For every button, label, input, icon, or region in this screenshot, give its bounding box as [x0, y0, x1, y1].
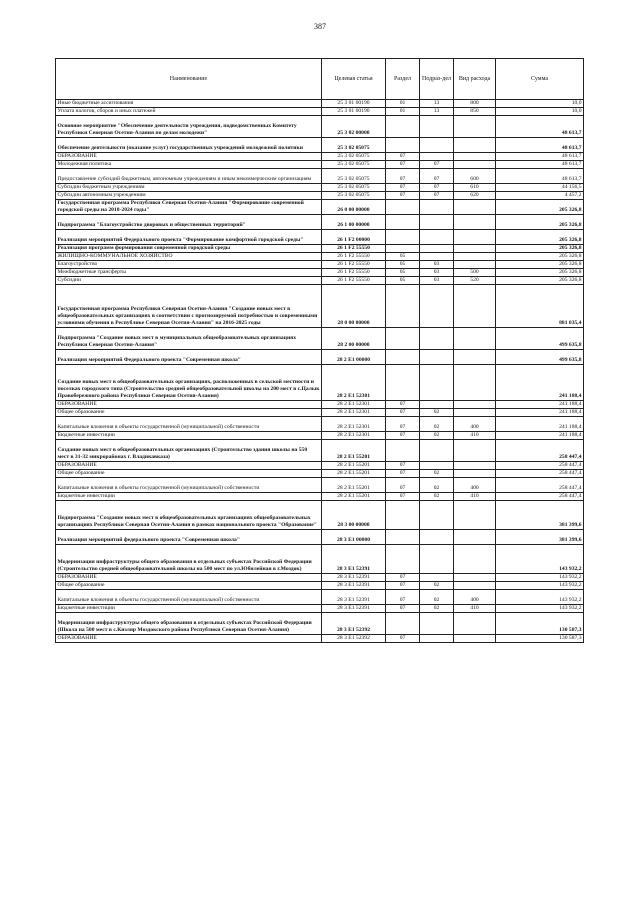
table-row	[56, 613, 584, 635]
table-row	[56, 192, 584, 200]
cell-name: Общее образование	[56, 470, 322, 478]
cell-name: Субсидии автономным учреждениям	[56, 192, 322, 200]
cell-target-article: 25 3 01 00190	[322, 108, 386, 116]
table-row	[56, 277, 584, 285]
cell-sum: 48 613,7	[496, 116, 584, 138]
cell-subsection	[420, 230, 454, 245]
cell-expense-type	[454, 530, 496, 545]
cell-sum: 241 188,4	[496, 409, 584, 417]
cell-section: 05	[386, 253, 420, 261]
cell-sum: 4 457,2	[496, 192, 584, 200]
cell-name: Иные бюджетные ассигнования	[56, 100, 322, 108]
cell-section	[386, 530, 420, 545]
cell-section	[386, 215, 420, 230]
cell-name: Основное мероприятие "Обеспечение деятельности учреждения, подведомственных Комитету Республики Северная Осетия-Алания по делам молодежи"	[56, 116, 322, 138]
cell-expense-type: 410	[454, 605, 496, 613]
cell-target-article: 28 2 E1 52301	[322, 417, 386, 432]
cell-subsection	[420, 440, 454, 462]
table-row	[56, 253, 584, 261]
cell-section: 07	[386, 574, 420, 582]
cell-subsection: 13	[420, 108, 454, 116]
cell-target-article: 28 2 E1 52301	[322, 432, 386, 440]
table-row	[56, 501, 584, 530]
table-row	[56, 635, 584, 643]
cell-section: 05	[386, 261, 420, 269]
cell-subsection	[420, 138, 454, 153]
cell-expense-type	[454, 116, 496, 138]
cell-subsection: 03	[420, 261, 454, 269]
cell-name: Государственная программа Республики Северная Осетия-Алания "Создание новых мест в общеобразовательных организациях в соответствии с прогнозируемой потребностью и современными условиями обучения в Республике Северная Осетия-Алания" на 2016-2025 годы	[56, 285, 322, 328]
cell-sum: 143 932,2	[496, 590, 584, 605]
cell-name: Капитальные вложения в объекты государственной (муниципальной) собственности	[56, 478, 322, 493]
table-row	[56, 365, 584, 401]
cell-sum: 381 399,6	[496, 501, 584, 530]
cell-subsection: 02	[420, 493, 454, 501]
cell-section: 07	[386, 161, 420, 169]
cell-subsection: 07	[420, 184, 454, 192]
cell-sum: 241 188,4	[496, 432, 584, 440]
table-row	[56, 138, 584, 153]
cell-expense-type	[454, 350, 496, 365]
cell-target-article: 25 3 02 05075	[322, 153, 386, 161]
table-row	[56, 432, 584, 440]
budget-table-body	[56, 100, 584, 643]
cell-sum: 130 587,3	[496, 613, 584, 635]
cell-expense-type: 600	[454, 169, 496, 184]
cell-target-article: 26 1 F2 55550	[322, 261, 386, 269]
cell-expense-type: 500	[454, 269, 496, 277]
cell-name: ОБРАЗОВАНИЕ	[56, 574, 322, 582]
cell-sum: 44 156,5	[496, 184, 584, 192]
cell-section: 01	[386, 108, 420, 116]
cell-section: 07	[386, 169, 420, 184]
cell-name: Реализация мероприятий Федерального проекта "Формирование комфортной городской среды"	[56, 230, 322, 245]
cell-section: 07	[386, 493, 420, 501]
cell-expense-type	[454, 161, 496, 169]
cell-sum: 258 447,4	[496, 440, 584, 462]
cell-subsection: 02	[420, 432, 454, 440]
cell-sum: 130 587,3	[496, 635, 584, 643]
cell-section	[386, 285, 420, 328]
cell-target-article: 28 2 E1 55201	[322, 478, 386, 493]
cell-name: Капитальные вложения в объекты государственной (муниципальной) собственности	[56, 417, 322, 432]
cell-target-article: 28 2 E1 00000	[322, 350, 386, 365]
cell-expense-type: 400	[454, 417, 496, 432]
cell-expense-type: 400	[454, 590, 496, 605]
cell-expense-type	[454, 153, 496, 161]
cell-sum: 10,0	[496, 108, 584, 116]
cell-section: 07	[386, 432, 420, 440]
cell-sum: 48 613,7	[496, 169, 584, 184]
header-sum: Сумма	[496, 59, 584, 100]
cell-name: Реализация мероприятий федерального проекта "Современная школа"	[56, 530, 322, 545]
cell-expense-type	[454, 365, 496, 401]
table-row	[56, 245, 584, 253]
header-target-article: Целевая статья	[322, 59, 386, 100]
cell-section: 07	[386, 153, 420, 161]
cell-target-article: 28 2 E1 52301	[322, 401, 386, 409]
cell-target-article: 26 1 00 00000	[322, 215, 386, 230]
cell-expense-type: 400	[454, 478, 496, 493]
cell-target-article: 26 1 F2 55550	[322, 269, 386, 277]
cell-sum: 143 932,2	[496, 545, 584, 574]
cell-expense-type: 800	[454, 100, 496, 108]
table-row	[56, 530, 584, 545]
cell-name: Модернизация инфраструктуры общего образования в отдельных субъектах Российской Федерации (Строительство средней общеобразовательной школы на 500 мест по ул.Юбилейная в г.Моздок)	[56, 545, 322, 574]
table-row	[56, 478, 584, 493]
cell-expense-type	[454, 470, 496, 478]
cell-subsection	[420, 253, 454, 261]
cell-section: 07	[386, 401, 420, 409]
table-row	[56, 574, 584, 582]
table-row	[56, 153, 584, 161]
cell-section	[386, 138, 420, 153]
cell-sum: 205 326,8	[496, 261, 584, 269]
table-row	[56, 493, 584, 501]
cell-sum: 48 613,7	[496, 153, 584, 161]
cell-expense-type: 410	[454, 432, 496, 440]
cell-name: Молодежная политика	[56, 161, 322, 169]
table-row	[56, 582, 584, 590]
cell-sum: 205 326,8	[496, 200, 584, 215]
cell-target-article: 28 3 E1 52391	[322, 574, 386, 582]
cell-section: 07	[386, 417, 420, 432]
cell-section: 05	[386, 269, 420, 277]
cell-name: ОБРАЗОВАНИЕ	[56, 401, 322, 409]
cell-target-article: 25 3 02 05075	[322, 184, 386, 192]
cell-subsection: 13	[420, 100, 454, 108]
cell-expense-type	[454, 409, 496, 417]
cell-target-article: 26 1 F2 55550	[322, 253, 386, 261]
table-row	[56, 200, 584, 215]
table-row	[56, 285, 584, 328]
cell-subsection: 07	[420, 192, 454, 200]
cell-target-article: 26 0 00 00000	[322, 200, 386, 215]
cell-name: Субсидии	[56, 277, 322, 285]
cell-target-article: 28 2 E1 55201	[322, 493, 386, 501]
cell-expense-type: 520	[454, 277, 496, 285]
cell-section	[386, 365, 420, 401]
header-expense-type: Вид расхода	[454, 59, 496, 100]
cell-target-article: 26 1 F2 55550	[322, 245, 386, 253]
cell-subsection: 02	[420, 417, 454, 432]
cell-target-article: 28 3 00 00000	[322, 501, 386, 530]
cell-target-article: 25 3 02 05075	[322, 169, 386, 184]
cell-name: Капитальные вложения в объекты государственной (муниципальной) собственности	[56, 590, 322, 605]
cell-name: Подпрограмма "Создание новых мест в муниципальных общеобразовательных организациях Республики Северная Осетия-Алания"	[56, 328, 322, 350]
cell-target-article: 28 3 E1 52391	[322, 582, 386, 590]
cell-expense-type	[454, 328, 496, 350]
cell-target-article: 28 3 E1 52391	[322, 590, 386, 605]
cell-section: 07	[386, 184, 420, 192]
page-number: 387	[314, 22, 326, 31]
cell-name: Межбюджетные трансферты	[56, 269, 322, 277]
cell-sum: 205 326,8	[496, 245, 584, 253]
cell-name: Модернизация инфраструктуры общего образования в отдельных субъектах Российской Федерации (Школа на 500 мест в с.Кизляр Моздокского района Республики Северная Осетия-Алания)	[56, 613, 322, 635]
cell-expense-type	[454, 635, 496, 643]
cell-sum: 258 447,4	[496, 462, 584, 470]
cell-name: Субсидии бюджетным учреждениям	[56, 184, 322, 192]
cell-target-article: 25 3 02 05075	[322, 138, 386, 153]
cell-subsection: 07	[420, 169, 454, 184]
cell-name: Общее образование	[56, 582, 322, 590]
cell-expense-type	[454, 501, 496, 530]
cell-section	[386, 328, 420, 350]
cell-sum: 499 635,8	[496, 350, 584, 365]
cell-target-article: 28 2 00 00000	[322, 328, 386, 350]
cell-subsection	[420, 545, 454, 574]
cell-name: Уплата налогов, сборов и иных платежей	[56, 108, 322, 116]
table-row	[56, 605, 584, 613]
cell-sum: 258 447,4	[496, 470, 584, 478]
cell-subsection: 03	[420, 277, 454, 285]
cell-subsection: 02	[420, 590, 454, 605]
cell-target-article: 28 3 E1 52391	[322, 545, 386, 574]
cell-section: 07	[386, 582, 420, 590]
cell-subsection: 03	[420, 269, 454, 277]
cell-name: Общее образование	[56, 409, 322, 417]
cell-section	[386, 501, 420, 530]
cell-section: 07	[386, 470, 420, 478]
cell-sum: 881 035,4	[496, 285, 584, 328]
cell-section	[386, 200, 420, 215]
cell-name: Создание новых мест в общеобразовательных организациях, расположенных в сельской местности и поселках городского типа (Строительство средней общеобразовательной школы на 200 мест в с.Цалык Правобережного района Республики Северная Осетия-Алания)	[56, 365, 322, 401]
table-row	[56, 328, 584, 350]
cell-sum: 241 188,4	[496, 401, 584, 409]
cell-subsection: 02	[420, 478, 454, 493]
cell-expense-type	[454, 261, 496, 269]
table-header-row	[56, 59, 584, 100]
cell-subsection	[420, 462, 454, 470]
cell-target-article: 28 2 E1 55201	[322, 462, 386, 470]
cell-name: Бюджетные инвестиции	[56, 605, 322, 613]
cell-name: ЖИЛИЩНО-КОММУНАЛЬНОЕ ХОЗЯЙСТВО	[56, 253, 322, 261]
cell-subsection	[420, 350, 454, 365]
cell-target-article: 26 1 F2 55550	[322, 277, 386, 285]
cell-name: Создание новых мест в общеобразовательных организациях (Строительство здания школы на 550 мест в 31-32 микрорайонах г. Владикавказа)	[56, 440, 322, 462]
cell-name: Бюджетные инвестиции	[56, 493, 322, 501]
cell-sum: 258 447,4	[496, 493, 584, 501]
cell-subsection	[420, 501, 454, 530]
cell-expense-type	[454, 613, 496, 635]
cell-name: Благоустройство	[56, 261, 322, 269]
cell-sum: 10,0	[496, 100, 584, 108]
table-row	[56, 440, 584, 462]
cell-sum: 205 326,8	[496, 230, 584, 245]
cell-sum: 258 447,4	[496, 478, 584, 493]
cell-name: Подпрограмма "Создание новых мест в общеобразовательных организациях общеобразовательных организациях Республики Северная Осетия-Алания в рамках национального проекта "Образование"	[56, 501, 322, 530]
cell-expense-type	[454, 401, 496, 409]
cell-target-article: 25 3 01 00190	[322, 100, 386, 108]
cell-target-article: 28 2 E1 55201	[322, 470, 386, 478]
cell-sum: 381 399,6	[496, 530, 584, 545]
cell-subsection	[420, 530, 454, 545]
header-section: Раздел	[386, 59, 420, 100]
cell-subsection	[420, 153, 454, 161]
cell-subsection: 02	[420, 470, 454, 478]
cell-expense-type	[454, 545, 496, 574]
cell-name: Предоставление субсидий бюджетным, автономным учреждениям и иным некоммерческим организациям	[56, 169, 322, 184]
cell-subsection	[420, 215, 454, 230]
cell-subsection: 07	[420, 161, 454, 169]
cell-target-article: 28 3 E1 52392	[322, 635, 386, 643]
table-row	[56, 230, 584, 245]
cell-expense-type	[454, 215, 496, 230]
table-row	[56, 462, 584, 470]
cell-section	[386, 245, 420, 253]
cell-subsection: 02	[420, 409, 454, 417]
cell-section	[386, 230, 420, 245]
cell-expense-type	[454, 582, 496, 590]
table-row	[56, 215, 584, 230]
cell-sum: 143 932,2	[496, 582, 584, 590]
cell-expense-type	[454, 230, 496, 245]
cell-sum: 205 326,8	[496, 277, 584, 285]
header-subsection: Подраз-дел	[420, 59, 454, 100]
table-row	[56, 545, 584, 574]
cell-target-article: 28 0 00 00000	[322, 285, 386, 328]
table-row	[56, 470, 584, 478]
cell-expense-type	[454, 462, 496, 470]
table-row	[56, 116, 584, 138]
cell-name: Бюджетные инвестиции	[56, 432, 322, 440]
cell-section	[386, 350, 420, 365]
cell-expense-type	[454, 253, 496, 261]
cell-subsection	[420, 365, 454, 401]
cell-section	[386, 613, 420, 635]
cell-expense-type: 850	[454, 108, 496, 116]
cell-target-article: 26 1 F2 00000	[322, 230, 386, 245]
table-row	[56, 401, 584, 409]
cell-target-article: 28 2 E1 52301	[322, 409, 386, 417]
cell-name: Реализация мероприятий Федерального проекта "Современная школа"	[56, 350, 322, 365]
table-row	[56, 350, 584, 365]
cell-section: 07	[386, 590, 420, 605]
header-name: Наименование	[56, 59, 322, 100]
cell-expense-type	[454, 200, 496, 215]
table-row	[56, 417, 584, 432]
cell-sum: 241 188,4	[496, 365, 584, 401]
cell-expense-type: 410	[454, 493, 496, 501]
table-row	[56, 409, 584, 417]
cell-section: 07	[386, 192, 420, 200]
cell-name: Подпрограмма "Благоустройство дворовых и общественных территорий"	[56, 215, 322, 230]
cell-section: 07	[386, 409, 420, 417]
cell-expense-type: 610	[454, 184, 496, 192]
cell-sum: 143 932,2	[496, 574, 584, 582]
cell-target-article: 28 2 E1 55201	[322, 440, 386, 462]
table-row	[56, 169, 584, 184]
cell-section	[386, 440, 420, 462]
cell-target-article: 25 3 02 05075	[322, 161, 386, 169]
table-row	[56, 100, 584, 108]
cell-sum: 205 326,8	[496, 269, 584, 277]
cell-subsection: 02	[420, 582, 454, 590]
cell-expense-type	[454, 285, 496, 328]
cell-section: 07	[386, 605, 420, 613]
cell-expense-type	[454, 245, 496, 253]
cell-sum: 143 932,2	[496, 605, 584, 613]
cell-subsection	[420, 285, 454, 328]
cell-expense-type: 620	[454, 192, 496, 200]
cell-section: 07	[386, 635, 420, 643]
cell-expense-type	[454, 138, 496, 153]
cell-subsection	[420, 116, 454, 138]
cell-section	[386, 116, 420, 138]
cell-subsection	[420, 613, 454, 635]
cell-section: 05	[386, 277, 420, 285]
cell-target-article: 28 3 E1 00000	[322, 530, 386, 545]
cell-target-article: 25 3 02 00000	[322, 116, 386, 138]
table-row	[56, 184, 584, 192]
cell-subsection	[420, 328, 454, 350]
cell-name: ОБРАЗОВАНИЕ	[56, 153, 322, 161]
cell-subsection	[420, 401, 454, 409]
cell-target-article: 28 3 E1 52392	[322, 613, 386, 635]
table-row	[56, 261, 584, 269]
cell-expense-type	[454, 440, 496, 462]
cell-target-article: 28 3 E1 52391	[322, 605, 386, 613]
cell-section: 07	[386, 478, 420, 493]
cell-name: Реализация программ формирования современной городской среды	[56, 245, 322, 253]
cell-subsection	[420, 200, 454, 215]
table-row	[56, 269, 584, 277]
cell-target-article: 28 2 E1 52301	[322, 365, 386, 401]
cell-section	[386, 545, 420, 574]
cell-sum: 48 613,7	[496, 161, 584, 169]
cell-target-article: 25 3 02 05075	[322, 192, 386, 200]
budget-table	[55, 58, 584, 643]
cell-expense-type	[454, 574, 496, 582]
table-row	[56, 161, 584, 169]
cell-sum: 499 635,8	[496, 328, 584, 350]
cell-section: 01	[386, 100, 420, 108]
cell-sum: 48 613,7	[496, 138, 584, 153]
table-row	[56, 590, 584, 605]
cell-name: ОБРАЗОВАНИЕ	[56, 635, 322, 643]
cell-name: ОБРАЗОВАНИЕ	[56, 462, 322, 470]
cell-sum: 205 326,8	[496, 253, 584, 261]
cell-subsection	[420, 574, 454, 582]
cell-name: Государственная программа Республики Северная Осетия-Алания "Формирование современной городской среды на 2018-2024 годы"	[56, 200, 322, 215]
cell-subsection	[420, 245, 454, 253]
cell-section: 07	[386, 462, 420, 470]
cell-name: Обеспечение деятельности (оказание услуг) государственных учреждений молодежной политики	[56, 138, 322, 153]
cell-subsection	[420, 635, 454, 643]
cell-sum: 241 188,4	[496, 417, 584, 432]
cell-sum: 205 326,8	[496, 215, 584, 230]
cell-subsection: 02	[420, 605, 454, 613]
table-row	[56, 108, 584, 116]
